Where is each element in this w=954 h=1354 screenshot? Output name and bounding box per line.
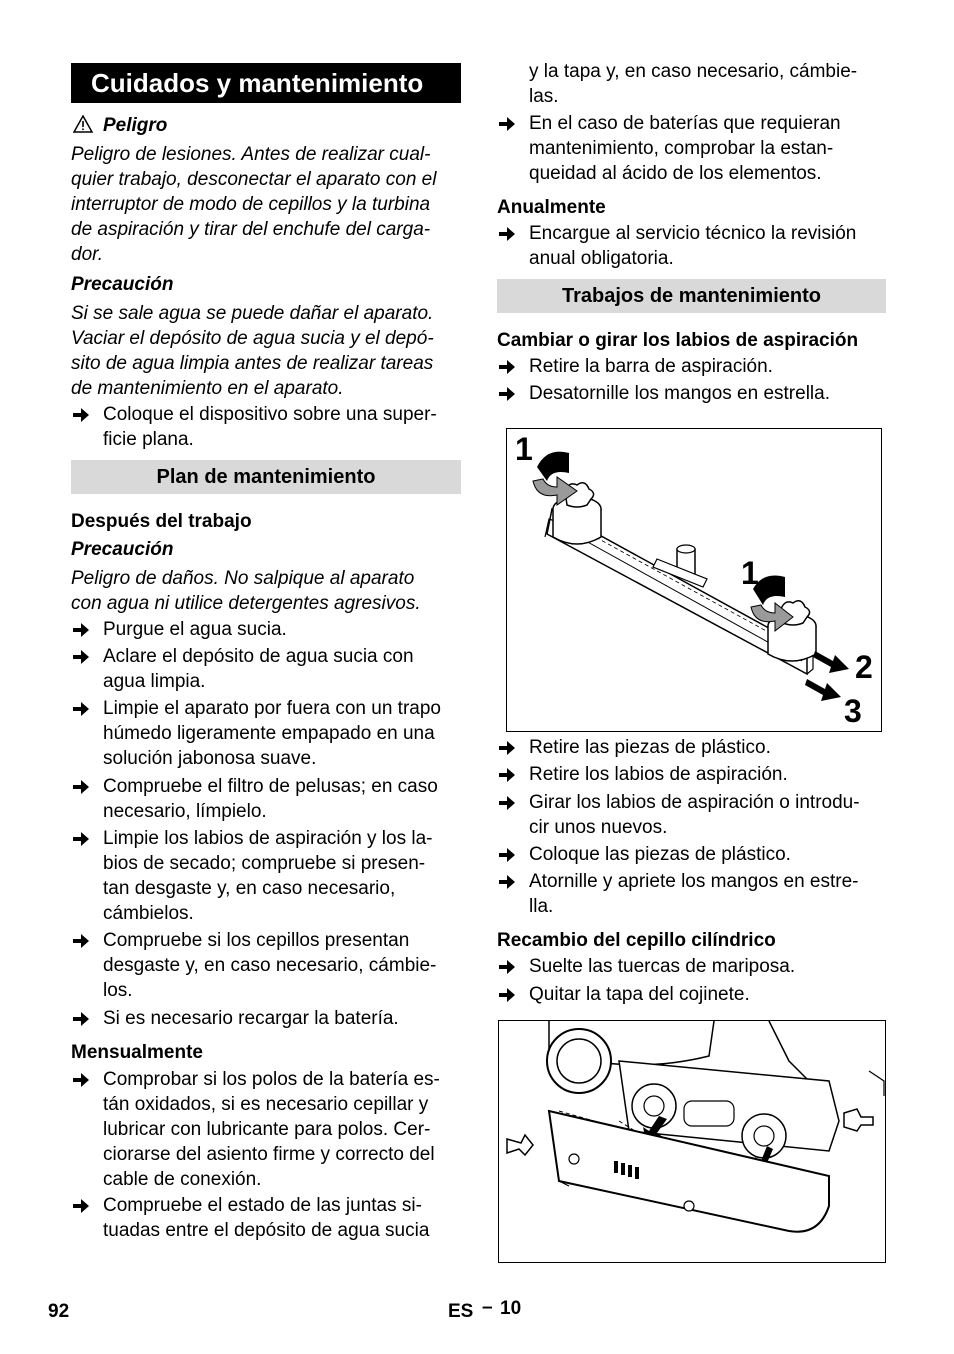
list-item: [71, 617, 461, 642]
bearing-cover-figure: [498, 1020, 886, 1263]
arrow-icon: [71, 1067, 93, 1092]
yearly-heading: Anualmente: [497, 197, 606, 218]
arrow-icon: [71, 826, 93, 851]
list-item: [497, 842, 886, 867]
arrow-icon: [497, 381, 519, 406]
list-item: [497, 869, 886, 919]
caution-title: Precaución: [71, 274, 174, 295]
list-line: cir unos nuevos.: [529, 817, 668, 838]
list-line: tuadas entre el depósito de agua sucia: [103, 1220, 430, 1241]
list-item: [71, 826, 461, 926]
arrow-icon: [497, 762, 519, 787]
list-line: Retire los labios de aspiración.: [529, 764, 788, 785]
list-line: Si es necesario recargar la batería.: [103, 1008, 399, 1029]
list-line: Girar los labios de aspiración o introdu-: [529, 792, 860, 813]
list-item: [497, 381, 886, 406]
caution-line: de mantenimiento en el aparato.: [71, 378, 344, 399]
list-line: tan desgaste y, en caso necesario,: [103, 878, 396, 899]
page-number: 92: [48, 1301, 70, 1322]
list-item: [71, 402, 461, 452]
caution-line: Peligro de daños. No salpique al aparato: [71, 568, 415, 589]
danger-title-row: [71, 113, 461, 138]
suction-bar-illustration: [507, 429, 881, 731]
list-line: anual obligatoria.: [529, 248, 674, 269]
list-item: [71, 774, 461, 824]
list-item: [71, 696, 461, 771]
plan-heading: Plan de mantenimiento: [71, 460, 461, 494]
after-work-heading: Después del trabajo: [71, 511, 252, 532]
arrow-icon: [71, 617, 93, 642]
caution-text: [71, 301, 461, 401]
list-item: [497, 735, 886, 760]
arrow-icon: [497, 790, 519, 815]
arrow-icon: [497, 354, 519, 379]
caution-line: con agua ni utilice detergentes agresivos.: [71, 593, 421, 614]
list-line: lla.: [529, 896, 554, 917]
arrow-icon: [71, 774, 93, 799]
list-line: Limpie el aparato por fuera con un trapo: [103, 698, 441, 719]
list-line: Quitar la tapa del cojinete.: [529, 984, 750, 1005]
list-item: [71, 1067, 461, 1192]
list-line: queidad al ácido de los elementos.: [529, 163, 822, 184]
danger-line: interruptor de modo de cepillos y la turbina: [71, 194, 431, 215]
brush-heading: Recambio del cepillo cilíndrico: [497, 930, 776, 951]
list-item: [497, 221, 886, 271]
list-line: Coloque el dispositivo sobre una super-: [103, 404, 437, 425]
arrow-icon: [497, 735, 519, 760]
list-line: desgaste y, en caso necesario, cámbie-: [103, 955, 437, 976]
list-item: [497, 790, 886, 840]
separator-dash: –: [482, 1297, 493, 1318]
list-item: [497, 982, 886, 1007]
danger-line: de aspiración y tirar del enchufe del carga-: [71, 219, 431, 240]
work-heading: Trabajos de mantenimiento: [497, 279, 886, 313]
language-code: ES: [448, 1301, 474, 1322]
suction-bar-figure: [506, 428, 882, 732]
list-line: Compruebe si los cepillos presentan: [103, 930, 410, 951]
list-line: Limpie los labios de aspiración y los la-: [103, 828, 433, 849]
list-item: [71, 1193, 461, 1243]
list-item: [497, 762, 886, 787]
list-line: ciorarse del asiento firme y correcto del: [103, 1144, 435, 1165]
section-page-number: 10: [500, 1298, 522, 1319]
arrow-icon: [71, 1193, 93, 1218]
list-line: lubricar con lubricante para polos. Cer-: [103, 1119, 431, 1140]
arrow-icon: [71, 644, 93, 669]
list-item: [497, 354, 886, 379]
list-line: Desatornille los mangos en estrella.: [529, 383, 830, 404]
list-line: mantenimiento, comprobar la estan-: [529, 138, 834, 159]
arrow-icon: [71, 696, 93, 721]
step-label: 2: [855, 649, 873, 685]
list-item: [71, 1006, 461, 1031]
list-line: Atornille y apriete los mangos en estre-: [529, 871, 859, 892]
danger-line: quier trabajo, desconectar el aparato con el: [71, 169, 437, 190]
arrow-icon: [497, 842, 519, 867]
brush-cover-illustration: [499, 1021, 885, 1262]
monthly-heading: Mensualmente: [71, 1042, 203, 1063]
caution-title: Precaución: [71, 539, 174, 560]
step-label: 1: [515, 431, 533, 467]
list-line: Retire las piezas de plástico.: [529, 737, 771, 758]
danger-line: dor.: [71, 244, 104, 265]
caution-line: Vaciar el depósito de agua sucia y el depó-: [71, 328, 434, 349]
section-heading: Cuidados y mantenimiento: [71, 63, 461, 103]
list-line: húmedo ligeramente empapado en una: [103, 723, 435, 744]
list-line: agua limpia.: [103, 671, 206, 692]
continued-text: [529, 59, 886, 109]
list-line: bios de secado; compruebe si presen-: [103, 853, 426, 874]
arrow-icon: [71, 402, 93, 427]
arrow-icon: [497, 954, 519, 979]
list-line: Purgue el agua sucia.: [103, 619, 287, 640]
list-line: solución jabonosa suave.: [103, 748, 317, 769]
arrow-icon: [71, 1006, 93, 1031]
arrow-icon: [497, 221, 519, 246]
list-line: cable de conexión.: [103, 1169, 262, 1190]
step-label: 3: [844, 693, 862, 729]
caution-line: Si se sale agua se puede dañar el aparato.: [71, 303, 434, 324]
arrow-icon: [497, 982, 519, 1007]
list-line: y la tapa y, en caso necesario, cámbie-: [529, 61, 858, 82]
list-item: [71, 928, 461, 1003]
arrow-icon: [497, 111, 519, 136]
list-line: los.: [103, 980, 133, 1001]
list-line: Comprobar si los polos de la batería es-: [103, 1069, 440, 1090]
list-line: las.: [529, 86, 559, 107]
danger-line: Peligro de lesiones. Antes de realizar cual-: [71, 144, 431, 165]
caution-line: sito de agua limpia antes de realizar tareas: [71, 353, 434, 374]
list-item: [71, 644, 461, 694]
list-line: necesario, límpielo.: [103, 801, 267, 822]
list-line: tán oxidados, si es necesario cepillar y: [103, 1094, 429, 1115]
list-item: [497, 111, 886, 186]
step-label: 1: [741, 555, 759, 591]
list-line: Retire la barra de aspiración.: [529, 356, 773, 377]
list-line: Coloque las piezas de plástico.: [529, 844, 791, 865]
lips-heading: Cambiar o girar los labios de aspiración: [497, 330, 859, 351]
list-line: Compruebe el estado de las juntas si-: [103, 1195, 422, 1216]
warning-triangle-icon: [73, 115, 93, 138]
list-line: cámbielos.: [103, 903, 194, 924]
danger-text: [71, 142, 461, 267]
list-item: [497, 954, 886, 979]
arrow-icon: [71, 928, 93, 953]
list-line: Aclare el depósito de agua sucia con: [103, 646, 414, 667]
list-line: Compruebe el filtro de pelusas; en caso: [103, 776, 438, 797]
caution-text: [71, 566, 461, 616]
list-line: Encargue al servicio técnico la revisión: [529, 223, 857, 244]
list-line: Suelte las tuercas de mariposa.: [529, 956, 796, 977]
arrow-icon: [497, 869, 519, 894]
list-line: En el caso de baterías que requieran: [529, 113, 841, 134]
list-line: ficie plana.: [103, 429, 194, 450]
danger-title: Peligro: [103, 115, 168, 136]
